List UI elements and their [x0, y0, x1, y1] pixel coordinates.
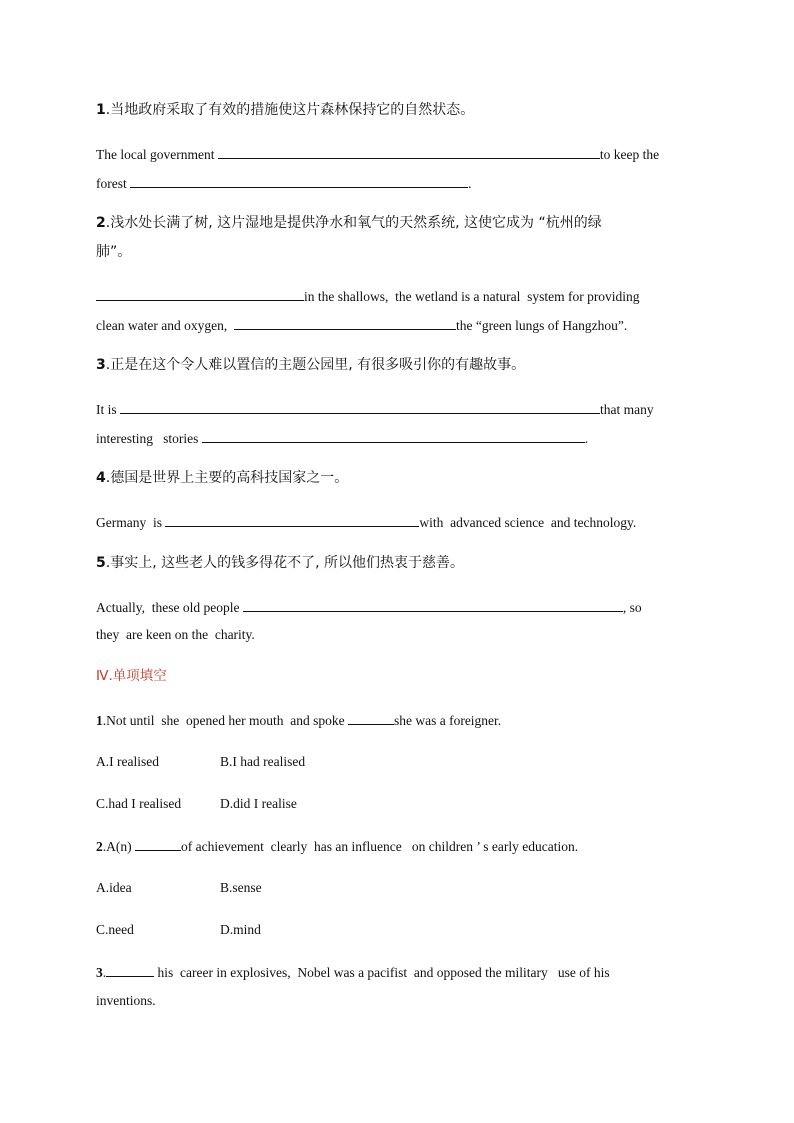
q1-chinese-text: .当地政府采取了有效的措施使这片森林保持它的自然状态。 [105, 102, 475, 118]
q4-number: 4 [96, 470, 106, 486]
mc2-option-d[interactable]: D.mind [220, 922, 261, 937]
q3-english-line1 [96, 400, 654, 419]
q1-english-line1 [96, 145, 659, 164]
q5-chinese-text: .事实上, 这些老人的钱多得花不了, 所以他们热衷于慈善。 [105, 555, 464, 571]
q5-english-line1 [96, 598, 642, 617]
mc1-stem-b: she was a foreigner. [393, 713, 502, 728]
q2-chinese [96, 214, 602, 232]
mc1-number: 1 [96, 713, 103, 728]
mc3-blank[interactable] [106, 963, 154, 977]
q2-english-line1 [96, 287, 640, 306]
q3-chinese-text: .正是在这个令人难以置信的主题公园里, 有很多吸引你的有趣故事。 [105, 357, 526, 373]
mc1-option-c[interactable]: C.had I realised [96, 796, 182, 811]
mc2-blank[interactable] [135, 837, 181, 851]
q1-en-a: The local government [96, 147, 218, 162]
q1-en-c: forest [96, 176, 131, 191]
q5-blank-1[interactable] [243, 598, 623, 612]
mc1-stem-a: .Not until she opened her mouth and spoke [102, 713, 348, 728]
q1-chinese [96, 101, 474, 119]
mc3-stem-a: . [102, 965, 107, 980]
mc3-number: 3 [96, 965, 103, 980]
q5-chinese [96, 554, 464, 572]
q2-number: 2 [96, 215, 106, 231]
q3-en-d: . [584, 431, 589, 446]
mc1-stem [96, 711, 501, 730]
q3-blank-1[interactable] [120, 400, 600, 414]
q1-en-d: . [468, 176, 472, 191]
mc2-number: 2 [96, 839, 103, 854]
q2-english-line2 [96, 316, 627, 335]
mc2-stem [96, 837, 578, 856]
mc2-stem-b: of achievement clearly has an influence on children ’ s early education. [181, 839, 579, 854]
mc3-stem-b: his career in explosives, Nobel was a pacifist and opposed the military use of his [154, 965, 610, 980]
mc2-option-b[interactable]: B.sense [220, 880, 262, 895]
q4-en-b: with advanced science and technology. [419, 515, 637, 530]
q2-en-c: the “green lungs of Hangzhou”. [455, 318, 628, 333]
mc1-option-d[interactable]: D.did I realise [220, 796, 297, 811]
mc2-option-a[interactable]: A.idea [96, 880, 132, 895]
section-heading: Ⅳ.单项填空 [96, 668, 167, 684]
q5-number: 5 [96, 555, 106, 571]
q3-en-b: that many [600, 402, 654, 417]
q4-english-line1 [96, 513, 636, 532]
q2-en-b: clean water and oxygen, [96, 318, 234, 333]
q2-chinese-text-a: .浅水处长满了树, 这片湿地是提供净水和氧气的天然系统, 这使它成为 “杭州的绿 [105, 215, 602, 231]
q3-number: 3 [96, 357, 106, 373]
mc1-option-a[interactable]: A.I realised [96, 754, 159, 769]
mc1-option-b[interactable]: B.I had realised [220, 754, 306, 769]
q4-chinese-text: .德国是世界上主要的高科技国家之一。 [105, 470, 349, 486]
q3-english-line2 [96, 429, 588, 448]
q1-en-b: to keep the [599, 147, 660, 162]
q4-blank-1[interactable] [165, 513, 419, 527]
mc1-blank[interactable] [348, 711, 394, 725]
q3-blank-2[interactable] [202, 429, 585, 443]
q5-en-a: Actually, these old people [96, 600, 243, 615]
q3-en-a: It is [96, 402, 121, 417]
mc3-stem [96, 963, 610, 982]
q2-chinese-line2: 肺”。 [96, 244, 132, 260]
mc2-option-c[interactable]: C.need [96, 922, 134, 937]
q1-number: 1 [96, 102, 106, 118]
q2-en-a: in the shallows, the wetland is a natural system for providing [304, 289, 640, 304]
q5-english-line2: they are keen on the charity. [96, 627, 255, 642]
q1-blank-1[interactable] [218, 145, 600, 159]
q2-blank-2[interactable] [234, 316, 456, 330]
q3-chinese [96, 356, 525, 374]
q1-blank-2[interactable] [130, 174, 468, 188]
q1-english-line2 [96, 174, 472, 193]
mc3-stem-line2: inventions. [96, 993, 156, 1008]
q3-en-c: interesting stories [96, 431, 202, 446]
q4-chinese [96, 469, 348, 487]
q5-en-b: , so [622, 600, 642, 615]
q4-en-a: Germany is [96, 515, 166, 530]
mc2-stem-a: .A(n) [102, 839, 135, 854]
q2-blank-1[interactable] [96, 287, 304, 301]
